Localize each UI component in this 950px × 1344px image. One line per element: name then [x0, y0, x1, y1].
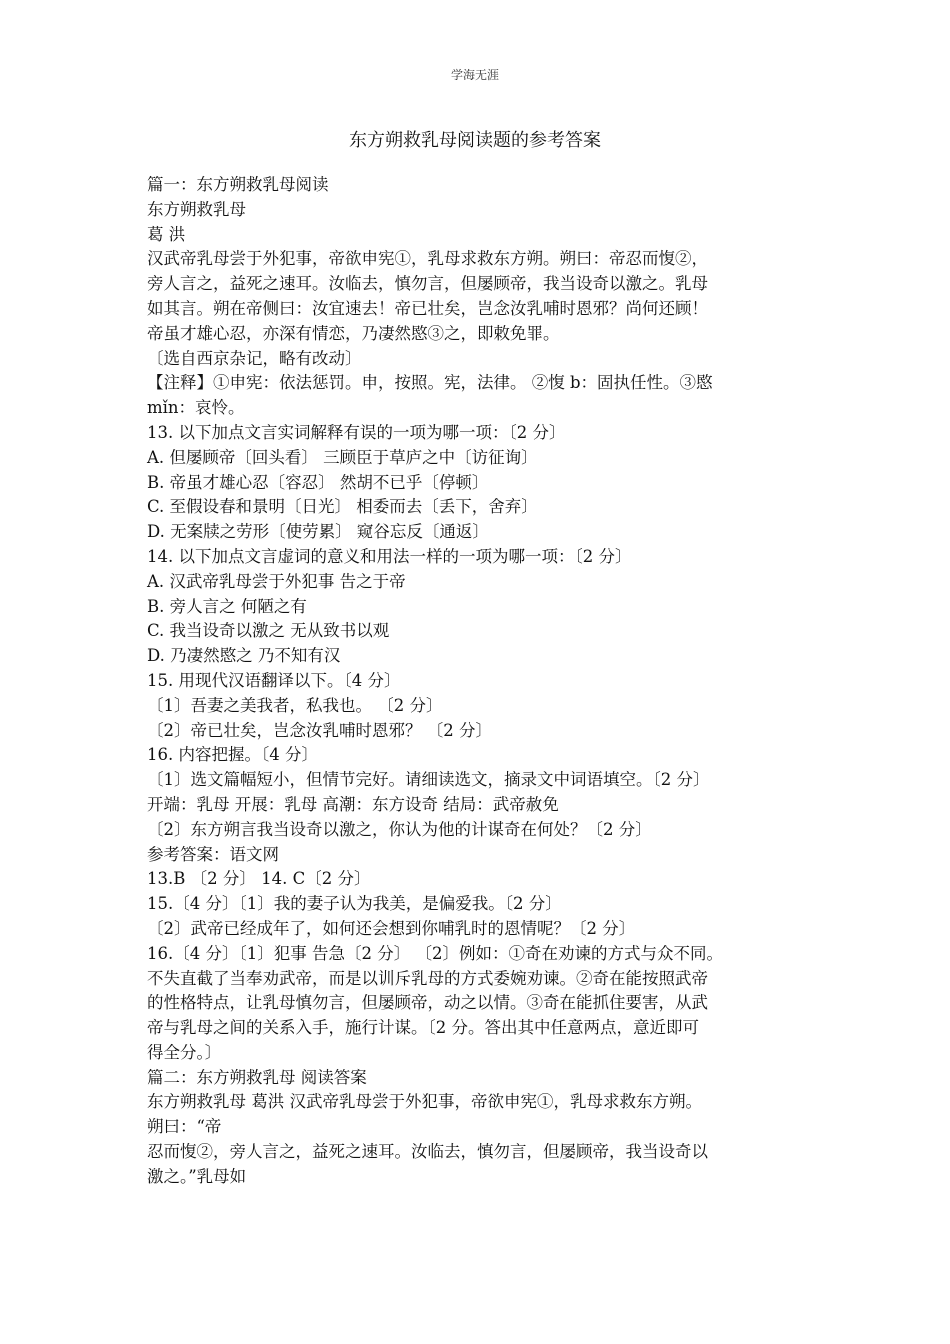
text-line: 旁人言之，益死之速耳。汝临去，慎勿言，但屡顾帝，我当设奇以激之。乳母	[147, 274, 708, 294]
text-line: C. 我当设奇以激之 无从致书以观	[147, 621, 390, 641]
text-line: 得全分。〕	[147, 1042, 222, 1062]
text-line: 〔2〕武帝已经成年了，如何还会想到你哺乳时的恩情呢？〔2 分〕	[147, 918, 636, 938]
text-line: 参考答案：语文网	[147, 844, 279, 864]
text-line: 【注释】①申宪：依法惩罚。申，按照。宪，法律。 ②愎 b：固执任性。③愍	[147, 373, 713, 393]
text-line: 〔2〕东方朔言我当设奇以激之，你认为他的计谋奇在何处？〔2 分〕	[147, 819, 652, 839]
text-line: C. 至假设春和景明〔日光〕 相委而去〔丢下，舍弃〕	[147, 497, 538, 517]
text-line: 〔1〕吾妻之美我者，私我也。 〔2 分〕	[147, 695, 443, 715]
text-line: B. 帝虽才雄心忍〔容忍〕 然胡不已乎〔停顿〕	[147, 472, 489, 492]
text-line: 13.B 〔2 分〕 14. C〔2 分〕	[147, 869, 371, 889]
text-line: D. 无案牍之劳形〔使劳累〕 窥谷忘反〔通返〕	[147, 522, 489, 542]
page-header: 学海无涯	[450, 68, 499, 82]
text-line: 篇一：东方朔救乳母阅读	[147, 175, 329, 194]
text-line: B. 旁人言之 何陋之有	[147, 596, 307, 616]
text-line: 帝与乳母之间的关系入手，施行计谋。〔2 分。答出其中任意两点，意近即可	[147, 1018, 699, 1038]
text-line: 篇二：东方朔救乳母 阅读答案	[147, 1067, 367, 1087]
text-line: A. 但屡顾帝〔回头看〕 三顾臣于草庐之中〔访征询〕	[147, 447, 538, 467]
text-line: 东方朔救乳母	[147, 199, 246, 219]
text-line: 〔1〕选文篇幅短小，但情节完好。请细读选文，摘录文中词语填空。〔2 分〕	[147, 770, 710, 790]
text-line: 激之。”乳母如	[147, 1166, 247, 1186]
text-line: 忍而愎②，旁人言之，益死之速耳。汝临去，慎勿言，但屡顾帝，我当设奇以	[147, 1142, 708, 1162]
text-line: 16. 内容把握。〔4 分〕	[147, 745, 318, 765]
text-line: 16.〔4 分〕〔1〕犯事 告急〔2 分〕 〔2〕例如：①奇在劝谏的方式与众不同。	[147, 943, 723, 963]
text-line: 的性格特点，让乳母慎勿言，但屡顾帝，动之以情。③奇在能抓住要害，从武	[147, 993, 708, 1013]
text-line: 汉武帝乳母尝于外犯事，帝欲申宪①，乳母求救东方朔。朔曰：帝忍而愎②，	[147, 249, 708, 269]
text-line: D. 乃凄然愍之 乃不知有汉	[147, 646, 341, 666]
text-line: A. 汉武帝乳母尝于外犯事 告之于帝	[147, 571, 406, 591]
text-line: 如其言。朔在帝侧曰：汝宜速去！帝已壮矣，岂念汝乳哺时恩邪？尚何还顾！	[147, 298, 708, 318]
text-line: 东方朔救乳母 葛洪 汉武帝乳母尝于外犯事，帝欲申宪①，乳母求救东方朔。	[147, 1092, 702, 1112]
text-line: 不失直截了当奉劝武帝，而是以训斥乳母的方式委婉劝谏。②奇在能按照武帝	[147, 968, 708, 988]
text-line: 帝虽才雄心忍，亦深有情恋，乃凄然愍③之，即敕免罪。	[147, 323, 560, 343]
text-line: 开端：乳母 开展：乳母 高潮：东方设奇 结局：武帝赦免	[147, 794, 559, 814]
text-line: 〔选自西京杂记，略有改动〕	[147, 348, 362, 368]
text-line: mǐn：哀怜。	[147, 398, 245, 418]
text-line: 〔2〕帝已壮矣，岂念汝乳哺时恩邪？ 〔2 分〕	[147, 720, 492, 740]
text-line: 朔曰：“帝	[147, 1117, 222, 1137]
text-line: 14. 以下加点文言虚词的意义和用法一样的一项为哪一项：〔2 分〕	[147, 546, 632, 566]
document-body	[147, 173, 807, 1190]
text-line: 13. 以下加点文言实词解释有误的一项为哪一项：〔2 分〕	[147, 422, 566, 442]
text-line: 15. 用现代汉语翻译以下。〔4 分〕	[147, 670, 401, 690]
text-line: 葛 洪	[147, 224, 186, 244]
text-line: 15.〔4 分〕〔1〕我的妻子认为我美，是偏爱我。〔2 分〕	[147, 894, 562, 914]
document-title: 东方朔救乳母阅读题的参考答案	[349, 130, 601, 151]
